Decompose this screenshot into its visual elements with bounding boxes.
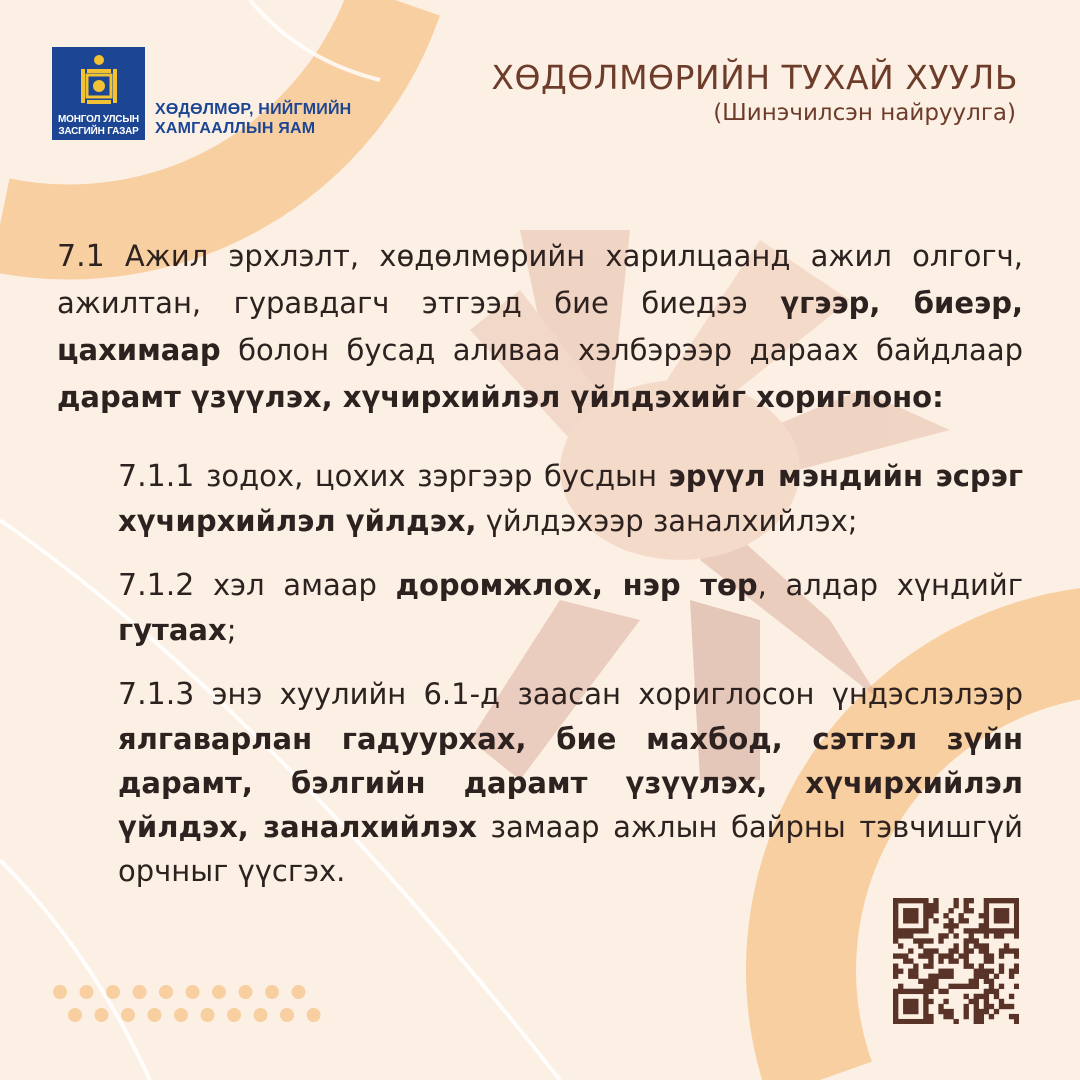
ministry-name-line1: ХӨДӨЛМӨР, НИЙГМИЙН [155, 101, 352, 118]
clause-7-1-3 [118, 672, 1023, 893]
decor-dot [121, 1008, 135, 1022]
clause-text: хэл амаар [194, 568, 396, 602]
decor-dot [280, 1008, 294, 1022]
clause-text: зодох, цохих зэргээр бусдын [194, 459, 669, 493]
article-bold-2: дарамт үзүүлэх, хүчирхийлэл үйлдэхийг хориглоно: [57, 380, 944, 414]
decor-dot [53, 985, 67, 999]
decor-dot [95, 1008, 109, 1022]
qr-code-icon[interactable] [893, 898, 1019, 1024]
soyombo-emblem-icon [78, 53, 120, 113]
decor-dot [148, 1008, 162, 1022]
logo-gov-line1: МОНГОЛ УЛСЫН [58, 114, 139, 125]
decor-dot [265, 985, 279, 999]
decor-dot [254, 1008, 268, 1022]
decor-dot [80, 985, 94, 999]
decor-dot [227, 1008, 241, 1022]
decor-dot [106, 985, 120, 999]
clause-text: энэ хуулийн 6.1-д заасан хориглосон үндэслэлээр [194, 677, 1023, 711]
clause-number: 7.1.2 [118, 568, 195, 603]
article-text-1: Ажил эрхлэлт, хөдөлмөрийн харилцаанд ажил олгогч, ажилтан, гуравдагч этгээд бие биедээ [57, 239, 1023, 320]
government-logo [52, 47, 145, 140]
decor-dot [212, 985, 226, 999]
article-number: 7.1 [57, 239, 105, 274]
decor-dot [68, 1008, 82, 1022]
article-text-2: болон бусад аливаа хэлбэрээр дараах байдлаар [220, 333, 1023, 367]
clause-7-1-2 [118, 563, 1023, 652]
article-bold-1: үгээр, биеэр, цахимаар [57, 286, 1023, 367]
clause-bold: ялгаварлан гадуурхах, бие махбод, сэтгэл зүйн дарамт, бэлгийн дарамт үзүүлэх, хүчирхийлэл үйлдэх, заналхийлэх [118, 722, 1023, 844]
ministry-name-line2: ХАМГААЛЛЫН ЯАМ [155, 120, 316, 137]
page-subtitle: (Шинэчилсэн найруулга) [713, 100, 1016, 126]
decor-dot [239, 985, 253, 999]
clause-text: үйлдэхээр заналхийлэх; [476, 504, 858, 538]
decor-dot [133, 985, 147, 999]
clause-bold: эрүүл мэндийн эсрэг хүчирхийлэл үйлдэх, [118, 459, 1024, 538]
logo-gov-line2: ЗАСГИЙН ГАЗАР [58, 126, 139, 137]
clause-text: , алдар хүндийг [757, 568, 1023, 602]
decor-dot [186, 985, 200, 999]
decor-dot [307, 1008, 321, 1022]
clause-text: ; [226, 613, 237, 647]
decor-dot [292, 985, 306, 999]
decor-dot [201, 1008, 215, 1022]
decor-dot [174, 1008, 188, 1022]
clause-number: 7.1.3 [118, 677, 195, 712]
clause-bold: гутаах [118, 613, 227, 647]
clause-number: 7.1.1 [118, 459, 195, 494]
clause-text: замаар ажлын байрны тэвчишгүй орчныг үүсгэх. [118, 810, 1023, 888]
clause-7-1-1 [118, 454, 1023, 543]
clause-bold: доромжлох, нэр төр [395, 568, 758, 602]
decor-dot [159, 985, 173, 999]
article-7-1 [57, 233, 1023, 421]
page-title: ХӨДӨЛМӨРИЙН ТУХАЙ ХУУЛЬ [491, 58, 1018, 97]
